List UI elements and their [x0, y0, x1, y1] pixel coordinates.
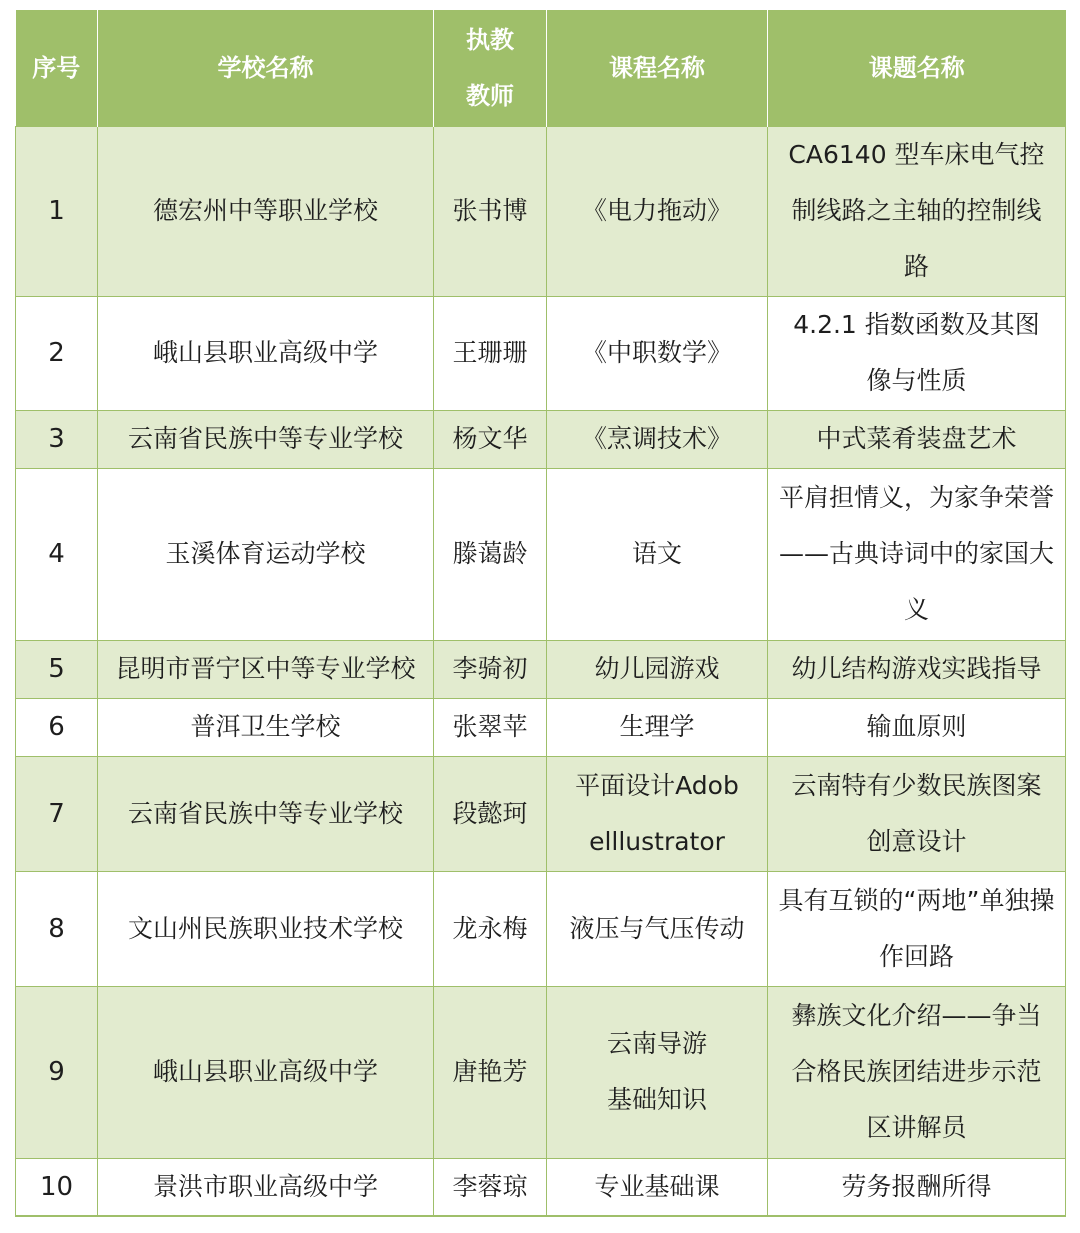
- header-teacher: 执教教师: [434, 10, 547, 126]
- teacher-name: 张书博: [434, 126, 547, 296]
- table-row: [16, 698, 1066, 756]
- header-number: 序号: [16, 10, 98, 126]
- course-name: 云南导游基础知识: [547, 986, 768, 1158]
- topic-name: 平肩担情义，为家争荣誉——古典诗词中的家国大义: [768, 468, 1066, 640]
- header-row: [16, 10, 1066, 126]
- topic-name: 劳务报酬所得: [768, 1158, 1066, 1216]
- school-name: 景洪市职业高级中学: [98, 1158, 434, 1216]
- school-name: 文山州民族职业技术学校: [98, 871, 434, 986]
- table-row: [16, 640, 1066, 698]
- table-row: [16, 871, 1066, 986]
- row-number: 2: [16, 296, 98, 410]
- table-row: [16, 1158, 1066, 1216]
- table-row: [16, 126, 1066, 296]
- topic-name: 具有互锁的“两地”单独操作回路: [768, 871, 1066, 986]
- school-name: 德宏州中等职业学校: [98, 126, 434, 296]
- course-name: 幼儿园游戏: [547, 640, 768, 698]
- row-number: 1: [16, 126, 98, 296]
- table-row: [16, 296, 1066, 410]
- course-name: 《烹调技术》: [547, 410, 768, 468]
- topic-name: 中式菜肴装盘艺术: [768, 410, 1066, 468]
- topic-name: 幼儿结构游戏实践指导: [768, 640, 1066, 698]
- row-number: 5: [16, 640, 98, 698]
- school-name: 峨山县职业高级中学: [98, 986, 434, 1158]
- row-number: 6: [16, 698, 98, 756]
- course-table: [15, 10, 1066, 1217]
- teacher-name: 滕蔼龄: [434, 468, 547, 640]
- course-name: 语文: [547, 468, 768, 640]
- table-row: [16, 468, 1066, 640]
- school-name: 云南省民族中等专业学校: [98, 410, 434, 468]
- course-name: 《电力拖动》: [547, 126, 768, 296]
- row-number: 10: [16, 1158, 98, 1216]
- course-name: 专业基础课: [547, 1158, 768, 1216]
- row-number: 4: [16, 468, 98, 640]
- school-name: 昆明市晋宁区中等专业学校: [98, 640, 434, 698]
- header-topic: 课题名称: [768, 10, 1066, 126]
- course-name: 平面设计Adobelllustrator: [547, 756, 768, 871]
- table-row: [16, 410, 1066, 468]
- row-number: 3: [16, 410, 98, 468]
- teacher-name: 唐艳芳: [434, 986, 547, 1158]
- teacher-name: 李骑初: [434, 640, 547, 698]
- topic-name: 云南特有少数民族图案创意设计: [768, 756, 1066, 871]
- table-row: [16, 756, 1066, 871]
- course-name: 生理学: [547, 698, 768, 756]
- topic-name: 彝族文化介绍——争当合格民族团结进步示范区讲解员: [768, 986, 1066, 1158]
- school-name: 玉溪体育运动学校: [98, 468, 434, 640]
- school-name: 云南省民族中等专业学校: [98, 756, 434, 871]
- topic-name: 输血原则: [768, 698, 1066, 756]
- teacher-name: 李蓉琼: [434, 1158, 547, 1216]
- row-number: 9: [16, 986, 98, 1158]
- teacher-name: 杨文华: [434, 410, 547, 468]
- teacher-name: 龙永梅: [434, 871, 547, 986]
- course-name: 液压与气压传动: [547, 871, 768, 986]
- course-name: 《中职数学》: [547, 296, 768, 410]
- teacher-name: 王珊珊: [434, 296, 547, 410]
- table-row: [16, 986, 1066, 1158]
- teacher-name: 段懿珂: [434, 756, 547, 871]
- school-name: 峨山县职业高级中学: [98, 296, 434, 410]
- header-course: 课程名称: [547, 10, 768, 126]
- topic-name: 4.2.1 指数函数及其图像与性质: [768, 296, 1066, 410]
- teacher-name: 张翠苹: [434, 698, 547, 756]
- topic-name: CA6140 型车床电气控制线路之主轴的控制线路: [768, 126, 1066, 296]
- school-name: 普洱卫生学校: [98, 698, 434, 756]
- row-number: 8: [16, 871, 98, 986]
- row-number: 7: [16, 756, 98, 871]
- header-school: 学校名称: [98, 10, 434, 126]
